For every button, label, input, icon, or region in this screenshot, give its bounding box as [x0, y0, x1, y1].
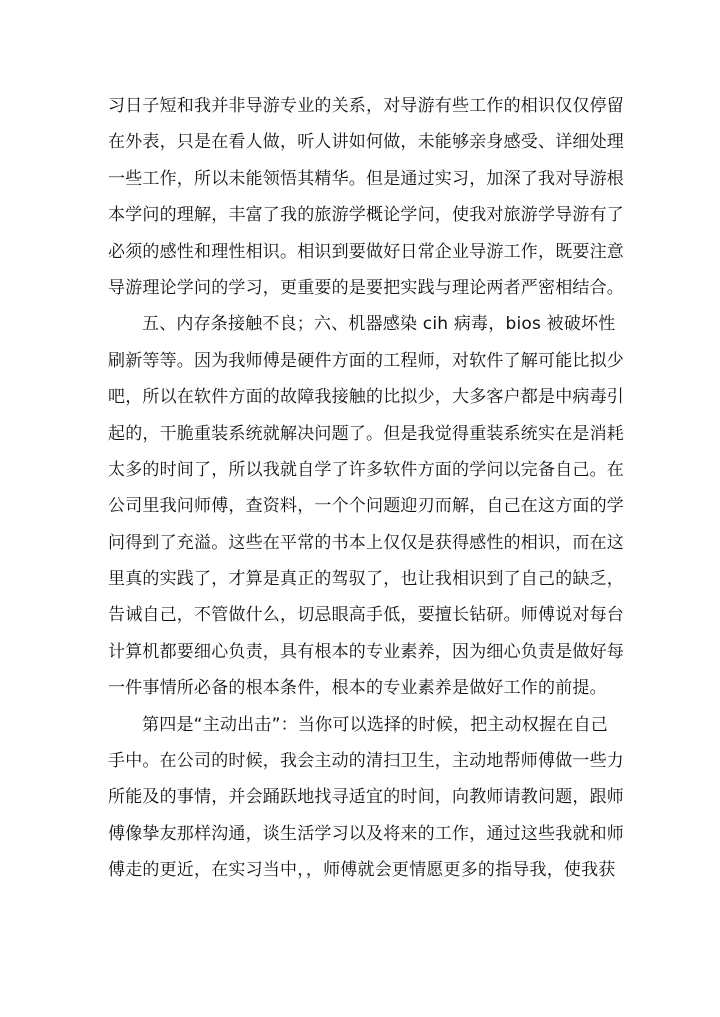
- text-line: 所能及的事情，并会踊跃地找寻适宜的时间，向教师请教问题，跟师: [108, 787, 624, 808]
- text-line: 本学问的理解，丰富了我的旅游学概论学问，使我对旅游学导游有了: [108, 205, 624, 226]
- text-line: 告诫自己，不管做什么，切忌眼高手低，要擅长钻研。师傅说对每台: [108, 605, 624, 626]
- text-line: 刷新等等。因为我师傅是硬件方面的工程师，对软件了解可能比拟少: [108, 350, 624, 371]
- text-line: 傅走的更近，在实习当中，，师傅就会更情愿更多的指导我，使我获: [108, 860, 616, 881]
- text-line: 一些工作，所以未能领悟其精华。但是通过实习，加深了我对导游根: [108, 168, 624, 189]
- paragraph-first-line: 第四是“主动出击”：当你可以选择的时候，把主动权握在自己: [142, 714, 608, 735]
- text-line: 在外表，只是在看人做，听人讲如何做，未能够亲身感受、详细处理: [108, 132, 624, 153]
- body-text: [108, 88, 624, 889]
- text-line: 计算机都要细心负责，具有根本的专业素养，因为细心负责是做好每: [108, 641, 624, 662]
- text-line: 太多的时间了，所以我就自学了许多软件方面的学问以完备自己。在: [108, 459, 624, 480]
- text-line: 起的，干脆重装系统就解决问题了。但是我觉得重装系统实在是消耗: [108, 423, 624, 444]
- text-line: 习日子短和我并非导游专业的关系，对导游有些工作的相识仅仅停留: [108, 96, 624, 116]
- text-line: 必须的感性和理性相识。相识到要做好日常企业导游工作，既要注意: [108, 241, 624, 262]
- text-line: 手中。在公司的时候，我会主动的清扫卫生，主动地帮师傅做一些力: [108, 751, 624, 772]
- text-line: 导游理论学问的学习，更重要的是要把实践与理论两者严密相结合。: [108, 277, 624, 298]
- text-line: 一件事情所必备的根本条件，根本的专业素养是做好工作的前提。: [108, 678, 607, 699]
- text-line: 吧，所以在软件方面的故障我接触的比拟少，大多客户都是中病毒引: [108, 387, 624, 408]
- text-line: 傅像挚友那样沟通，谈生活学习以及将来的工作，通过这些我就和师: [108, 823, 624, 844]
- paragraph-first-line: 五、内存条接触不良；六、机器感染 cih 病毒，bios 被破坏性: [142, 314, 616, 335]
- text-line: 里真的实践了，才算是真正的驾驭了，也让我相识到了自己的缺乏，: [108, 569, 624, 590]
- text-line: 公司里我问师傅，查资料，一个个问题迎刃而解，自己在这方面的学: [108, 496, 624, 517]
- text-line: 问得到了充溢。这些在平常的书本上仅仅是获得感性的相识，而在这: [108, 532, 624, 553]
